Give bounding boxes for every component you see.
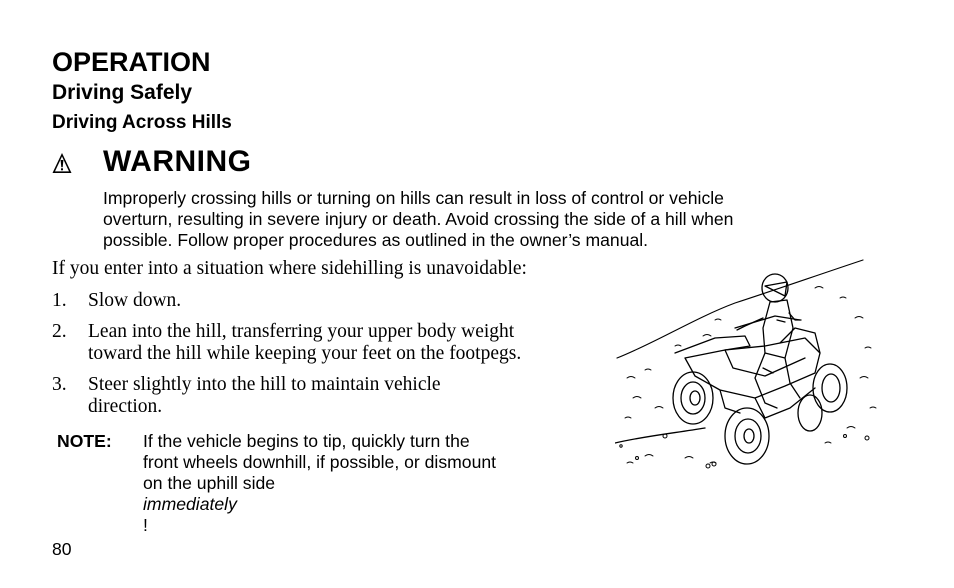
note-line: front wheels downhill, if possible, or dismount xyxy=(143,452,497,472)
step-text: Steer slightly into the hill to maintain vehicle xyxy=(88,373,441,395)
list-item xyxy=(52,321,612,366)
note-label: NOTE: xyxy=(57,431,112,451)
topic-title: Driving Across Hills xyxy=(52,112,232,133)
intro-paragraph: If you enter into a situation where sidehilling is unavoidable: xyxy=(52,258,527,279)
page-number: 80 xyxy=(52,539,72,559)
warning-text xyxy=(103,188,873,251)
step-number: 2. xyxy=(52,320,67,342)
subsection-title: Driving Safely xyxy=(52,81,193,104)
list-item xyxy=(52,374,612,419)
step-text: Lean into the hill, transferring your upper body weight xyxy=(88,320,515,342)
note-line-suffix: ! xyxy=(143,515,148,535)
steps-list xyxy=(52,290,612,427)
warning-line: Improperly crossing hills or turning on hills can result in loss of control or vehicle xyxy=(103,188,724,208)
note-text xyxy=(143,431,496,536)
step-text: toward the hill while keeping your feet on the footpegs. xyxy=(88,343,522,364)
warning-line: overturn, resulting in severe injury or death. Avoid crossing the side of a hill when xyxy=(103,209,734,229)
note-emphasis: immediately xyxy=(143,494,237,514)
atv-on-hillside-illustration xyxy=(615,258,880,473)
warning-triangle-icon xyxy=(52,152,72,174)
step-number: 3. xyxy=(52,373,67,395)
warning-line: possible. Follow proper procedures as outlined in the owner’s manual. xyxy=(103,230,649,250)
section-title: OPERATION xyxy=(52,47,211,77)
warning-title: WARNING xyxy=(103,145,252,178)
step-text: direction. xyxy=(88,396,163,417)
note-line: If the vehicle begins to tip, quickly turn the xyxy=(143,431,470,451)
list-item xyxy=(52,290,612,313)
step-text: Slow down. xyxy=(88,290,182,311)
note-line xyxy=(143,473,496,536)
step-number: 1. xyxy=(52,290,67,311)
note-line-prefix: on the uphill side xyxy=(143,473,276,493)
